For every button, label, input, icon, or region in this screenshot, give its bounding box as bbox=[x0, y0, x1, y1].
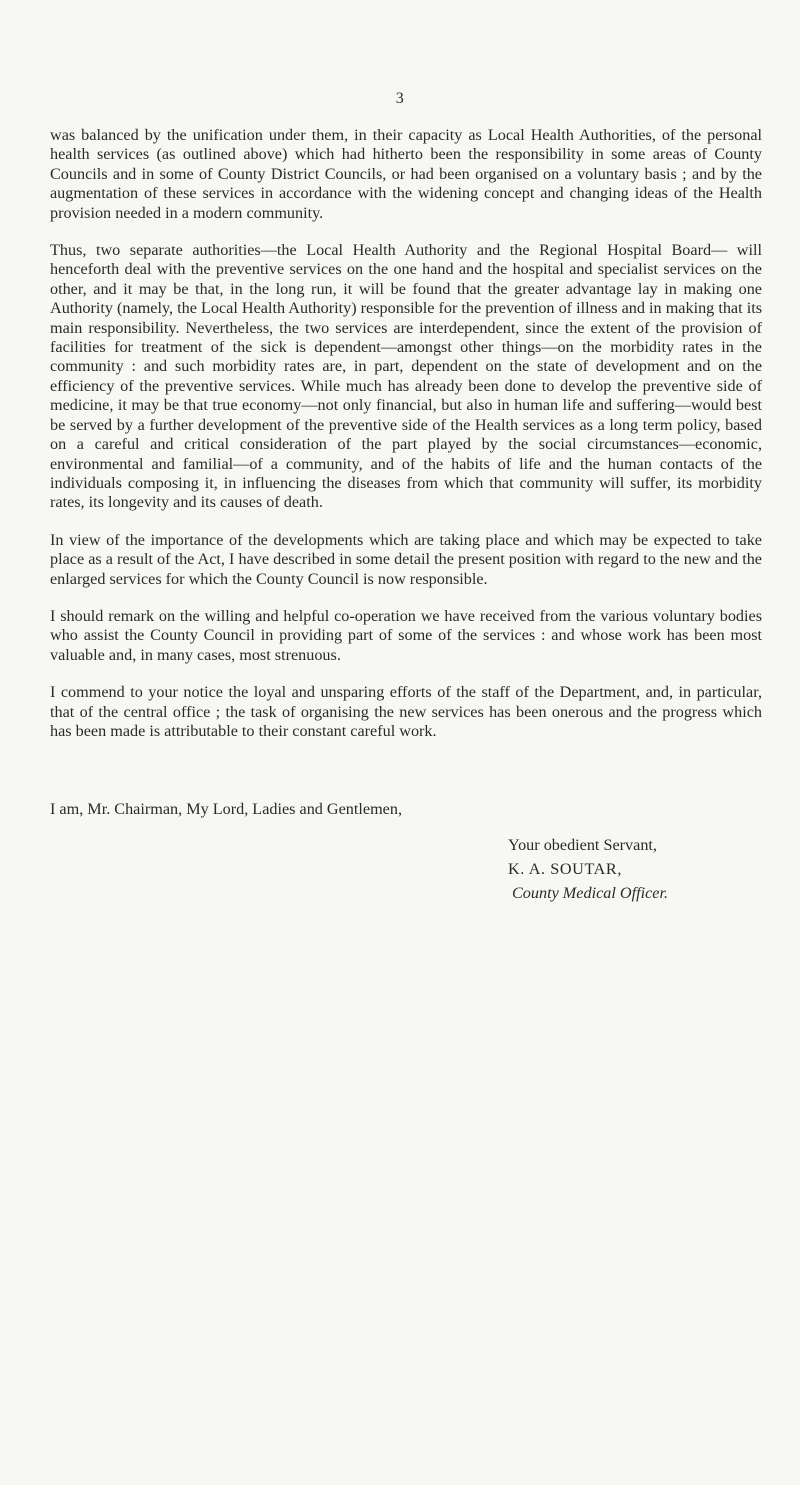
paragraph: was balanced by the unification under them, in their capacity as Local Health Authorities, of the personal health services (as outlined above) which had hitherto been the responsibility in some areas of County Councils and in some of County District Councils, or had been organised on a voluntary basis ; and by the augmentation of these services in accordance with the widening concept and changing ideas of the Health provision needed in a modern community. bbox=[50, 126, 762, 222]
paragraph: Thus, two separate authorities—the Local Health Authority and the Regional Hospital Board— will henceforth deal with the preventive services on the one hand and the hospital and specialist services on the other, and it may be that, in the long run, it will be found that the greater advantage lay in making one Authority (namely, the Local Health Authority) responsible for the prevention of illness and in making that its main responsibility. Nevertheless, the two services are interdependent, since the extent of the provision of facilities for treatment of the sick is dependent—amongst other things—on the morbidity rates in the community : and such morbidity rates are, in part, dependent on the state of development and on the efficiency of the preventive services. While much has already been done to develop the preventive side of medicine, it may be that true economy—not only financial, but also in human life and suffering—would best be served by a further development of the preventive side of the Health services as a long term policy, based on a careful and critical consideration of the part played by the social circumstances—economic, environmental and familial—of a community, and of the habits of life and the human contacts of the individuals composing it, in influencing the diseases from which that community will suffer, its morbidity rates, its longevity and its causes of death. bbox=[50, 241, 762, 512]
paragraph: I commend to your notice the loyal and unsparing efforts of the staff of the Department, and, in particular, that of the central office ; the task of organising the new services has been onerous and the progress which has been made is attributable to their constant careful work. bbox=[50, 683, 762, 740]
page-number: 3 bbox=[395, 90, 405, 107]
signatory-title: County Medical Officer. bbox=[512, 884, 668, 902]
salutation: Your obedient Servant, bbox=[508, 836, 657, 854]
body-text bbox=[50, 126, 762, 759]
signatory-name: K. A. SOUTAR, bbox=[508, 860, 622, 878]
paragraph: In view of the importance of the developments which are taking place and which may be expected to take place as a result of the Act, I have described in some detail the present position with regard to the new and the enlarged services for which the County Council is now responsible. bbox=[50, 530, 762, 588]
signature-block bbox=[508, 833, 668, 905]
closing-address: I am, Mr. Chairman, My Lord, Ladies and Gentlemen, bbox=[50, 800, 402, 818]
paragraph: I should remark on the willing and helpful co-operation we have received from the various voluntary bodies who assist the County Council in providing part of some of the services : and whose work has been most valuable and, in many cases, most strenuous. bbox=[50, 606, 762, 664]
